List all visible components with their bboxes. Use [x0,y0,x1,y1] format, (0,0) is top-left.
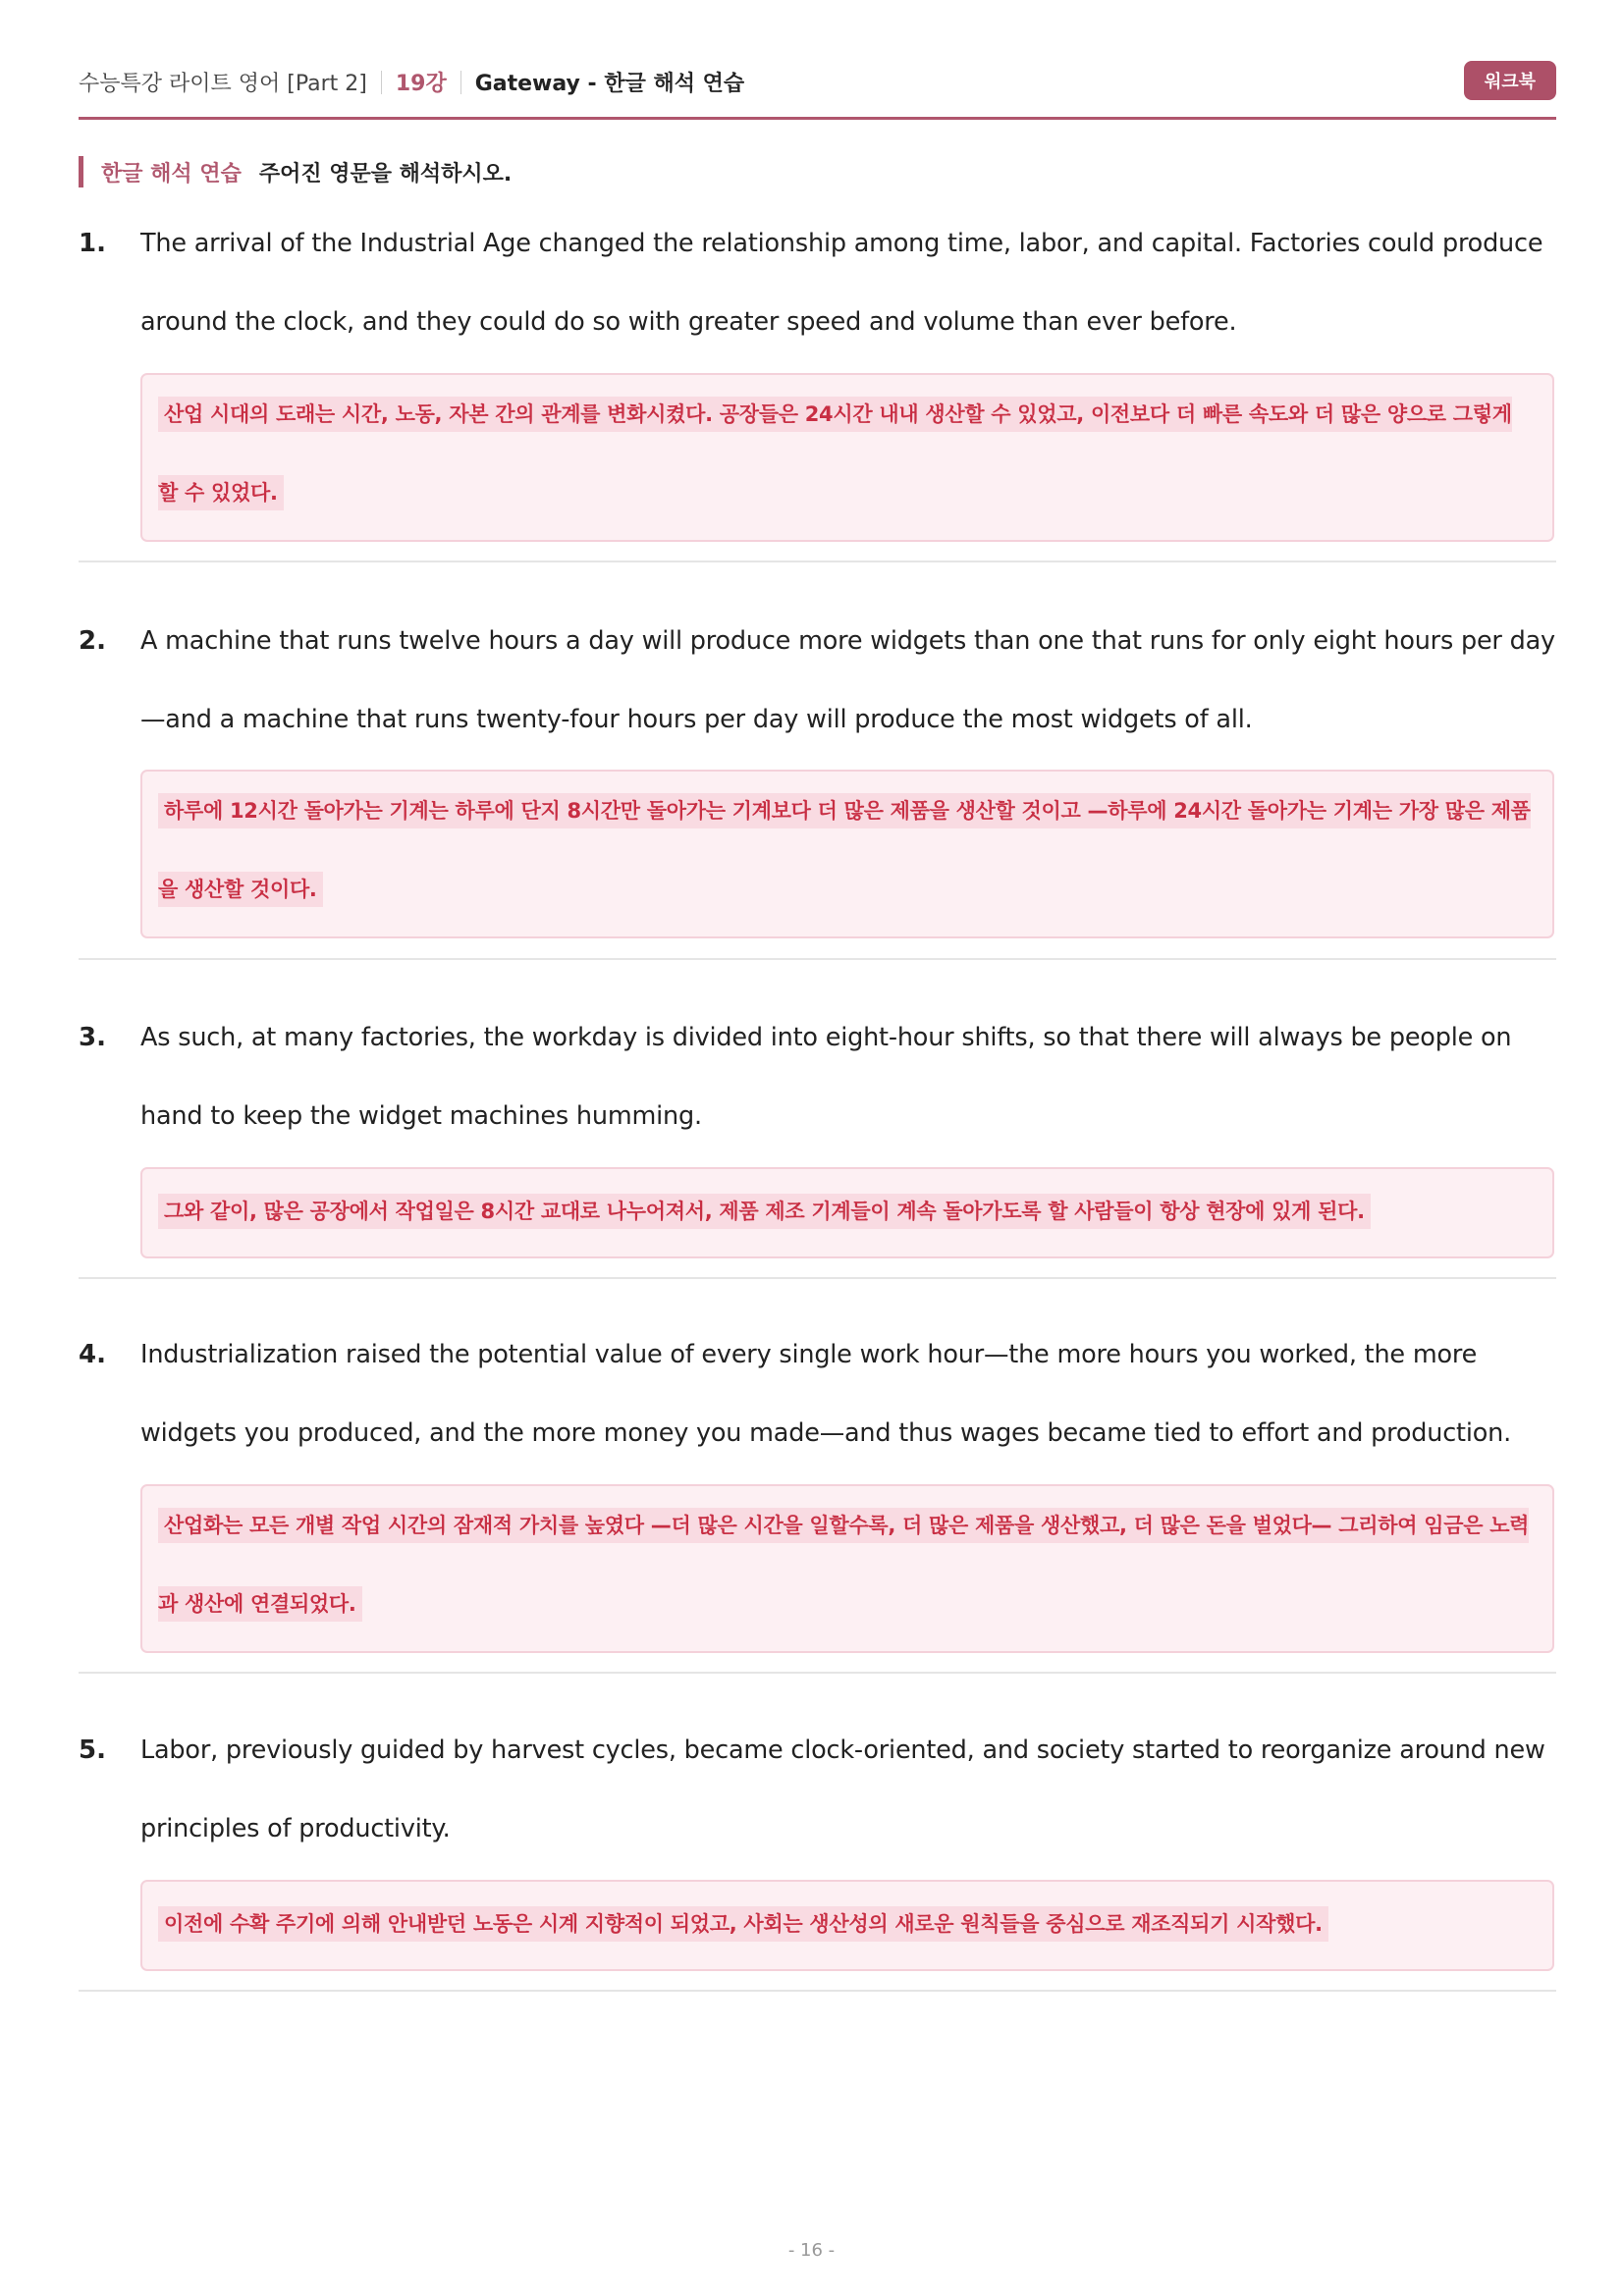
section-instruction: 주어진 영문을 해석하시오. [258,161,513,187]
header-separator [381,71,382,94]
item-divider [79,1672,1556,1674]
page-number: - 16 - [787,2240,836,2261]
korean-translation: 하루에 12시간 돌아가는 기계는 하루에 단지 8시간만 돌아가는 기계보다 더 많은 제품을 생산할 것이고 —하루에 24시간 돌아가는 기계는 가장 많은 제품을 생산할 것이다. [158,772,1537,929]
section-accent-bar [79,156,83,187]
item-number: 2. [79,626,106,656]
translation-box [140,1484,1554,1653]
translation-box [140,1880,1554,1971]
korean-translation: 이전에 수확 주기에 의해 안내받던 노동은 시계 지향적이 되었고, 사회는 생산성의 새로운 원칙들을 중심으로 재조직되기 시작했다. [158,1882,1537,1966]
item-divider [79,958,1556,960]
page-header [79,59,1556,114]
item-number: 1. [79,229,106,258]
section-heading [79,155,512,188]
translation-box [140,1167,1554,1258]
english-sentence: A machine that runs twelve hours a day will produce more widgets than one that runs for only eight hours per day—and a machine that runs twenty-four hours per day will produce the most widgets of all. [140,626,1555,734]
workbook-badge: 워크북 [1464,61,1556,100]
section-label: 한글 해석 연습 [101,161,242,187]
header-separator [460,71,461,94]
english-sentence: The arrival of the Industrial Age changed the relationship among time, labor, and capital. Factories could produce around the clock, and they could do so with greater speed and volume than ever before. [140,229,1543,337]
item-divider [79,1277,1556,1279]
translation-box [140,373,1554,542]
item-divider [79,1990,1556,1992]
lesson-title: Gateway - 한글 해석 연습 [474,72,745,96]
item-number: 4. [79,1340,106,1369]
lesson-number: 19강 [395,72,447,96]
item-number: 3. [79,1023,106,1052]
korean-translation: 산업화는 모든 개별 작업 시간의 잠재적 가치를 높였다 —더 많은 시간을 일할수록, 더 많은 제품을 생산했고, 더 많은 돈을 벌었다— 그리하여 임금은 노력과 생산에 연결되었다. [158,1486,1537,1643]
item-number: 5. [79,1735,106,1765]
english-sentence: Industrialization raised the potential value of every single work hour—the more hours you worked, the more widgets you produced, and the more money you made—and thus wages became tied to effort and production. [140,1340,1512,1448]
english-sentence: As such, at many factories, the workday is divided into eight-hour shifts, so that there will always be people on hand to keep the widget machines humming. [140,1023,1512,1131]
korean-translation: 그와 같이, 많은 공장에서 작업일은 8시간 교대로 나누어져서, 제품 제조 기계들이 계속 돌아가도록 할 사람들이 항상 현장에 있게 된다. [158,1169,1537,1254]
translation-box [140,770,1554,938]
korean-translation: 산업 시대의 도래는 시간, 노동, 자본 간의 관계를 변화시켰다. 공장들은 24시간 내내 생산할 수 있었고, 이전보다 더 빠른 속도와 더 많은 양으로 그렇게 할 수 있었다. [158,375,1537,532]
header-divider [79,117,1556,120]
header-breadcrumb [79,67,744,97]
item-divider [79,561,1556,562]
course-title: 수능특강 라이트 영어 [Part 2] [79,72,367,96]
english-sentence: Labor, previously guided by harvest cycles, became clock-oriented, and society started to reorganize around new principles of productivity. [140,1735,1545,1843]
